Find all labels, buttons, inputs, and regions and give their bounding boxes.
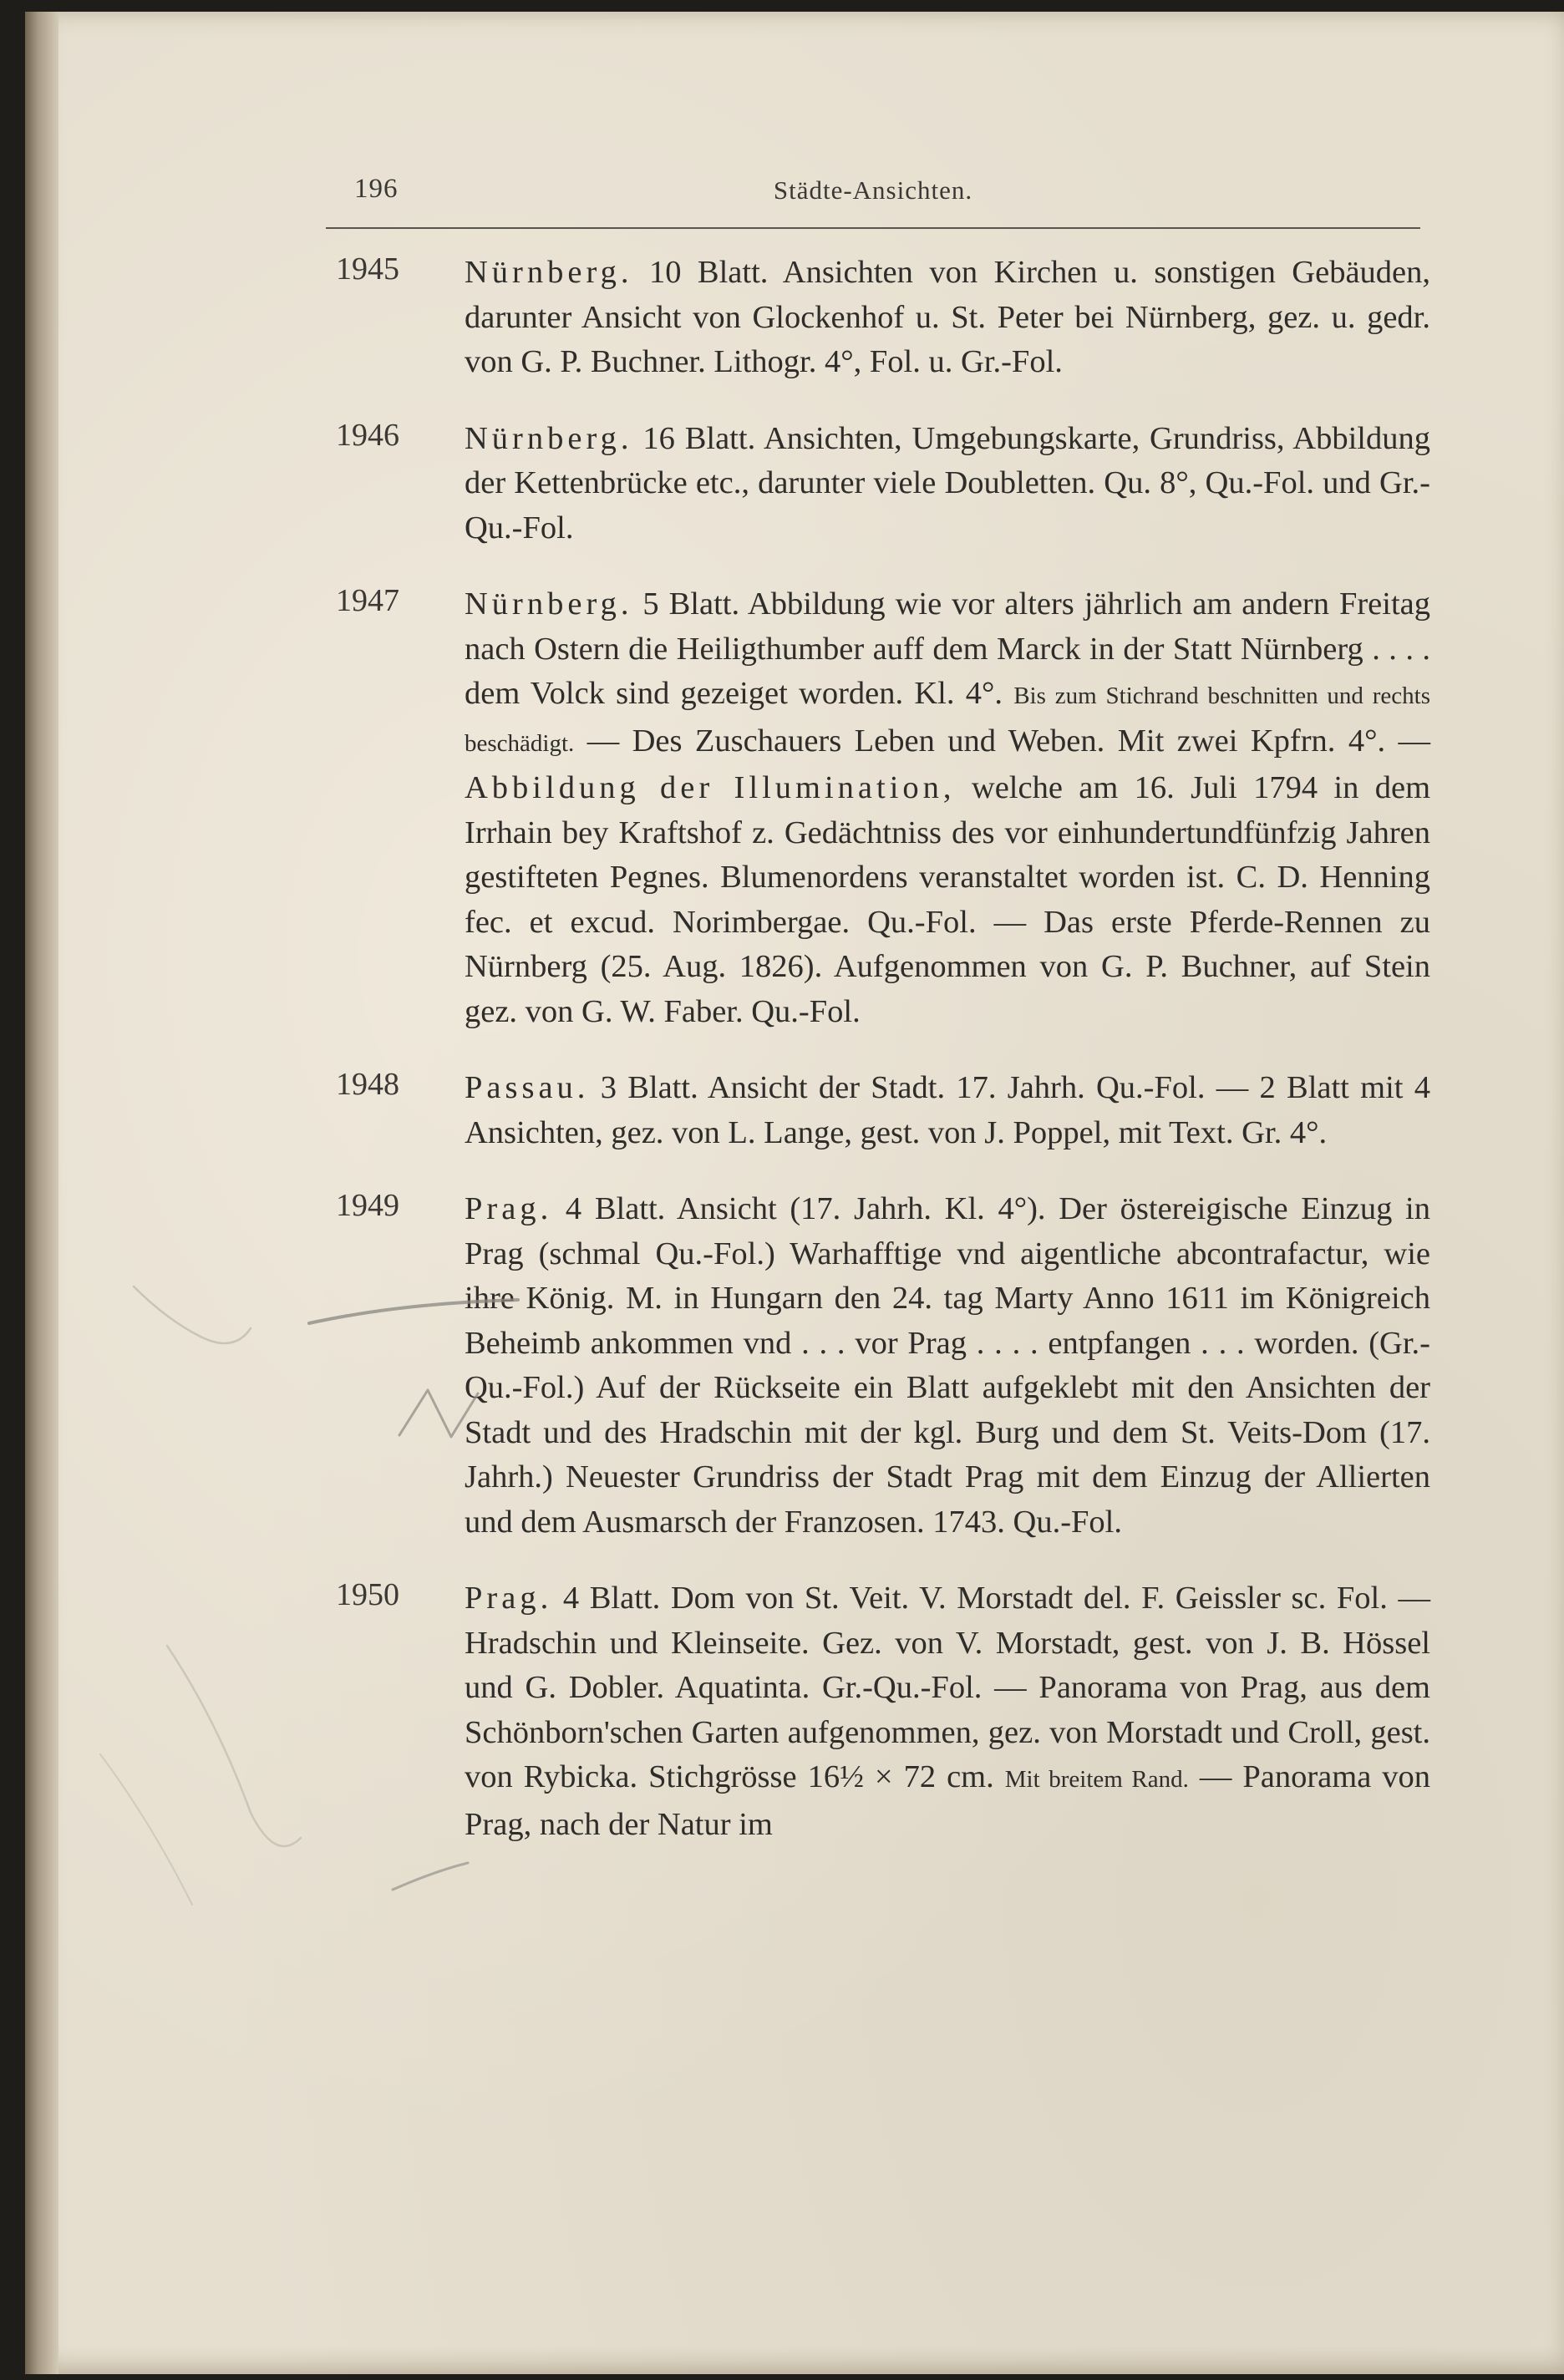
entry-number: 1950 [336,1577,399,1612]
entry-number: 1948 [336,1067,399,1102]
entry-text: 4 Blatt. Ansicht (17. Jahrh. Kl. 4°). Der östereigische Einzug in Prag (schmal Qu.-Fol.) Warhafftige vnd aigentliche abcontrafactur, wie ihre König. M. in Hungarn den 24. tag Marty Anno 1611 im Königreich Beheimb ankommen vnd . . . vor Prag . . . . entpfangen . . . worden. (Gr.-Qu.-Fol.) Auf der Rückseite ein Blatt aufgeklebt mit den Ansichten der Stadt und des Hradschin mit der kgl. Burg und dem St. Veits-Dom (17. Jahrh.) Neuester Grundriss der Stadt Prag mit dem Einzug der Allierten und dem Ausmarsch der Franzosen. 1743. Qu.-Fol. [465,1191,1430,1540]
catalog-entry [336,582,1430,1034]
book-gutter [25,12,58,2374]
entry-text: — Des Zuschauers Leben und Weben. Mit zwei Kpfrn. 4°. — [586,723,1431,759]
entry-number: 1947 [336,583,399,618]
running-title: Städte-Ansichten. [773,175,973,205]
entry-body [465,1066,1430,1155]
entry-title: Passau. [465,1070,590,1105]
entry-number: 1946 [336,417,399,453]
entry-text: — Panorama von Prag, nach der Natur im [465,1759,1431,1842]
page-header [326,174,1420,229]
page-number: 196 [354,174,399,204]
catalog-entry [336,1576,1430,1847]
entry-text: 10 Blatt. Ansichten von Kirchen u. sonstigen Gebäuden, darunter Ansicht von Glockenhof u. St. Peter bei Nürnberg, gez. u. gedr. von G. P. Buchner. Lithogr. 4°, Fol. u. Gr.-Fol. [465,255,1430,379]
catalog-entry [336,1066,1430,1155]
entry-text: 3 Blatt. Ansicht der Stadt. 17. Jahrh. Qu.-Fol. — 2 Blatt mit 4 Ansichten, gez. von L. Lange, gest. von J. Poppel, mit Text. Gr. 4°. [465,1070,1430,1150]
entry-title: Nürnberg. [465,255,633,290]
entry-body [465,1576,1430,1847]
entry-body [465,1187,1430,1545]
entry-body [465,582,1430,1034]
catalog-entry [336,417,1430,551]
catalog-entry [336,1187,1430,1545]
entry-body [465,251,1430,385]
entry-note: Bis zum Stichrand beschnitten und rechts beschädigt. [465,683,1431,757]
entry-number: 1949 [336,1188,399,1223]
entry-text: 16 Blatt. Ansichten, Umgebungskarte, Grundriss, Abbildung der Kettenbrücke etc., darunter viele Doubletten. Qu. 8°, Qu.-Fol. und Gr.-Qu.-Fol. [465,420,1430,546]
entry-text: 5 Blatt. Abbildung wie vor alters jährlich am andern Freitag nach Ostern die Heiligthumber auff dem Marck in der Statt Nürnberg . . . . dem Volck sind gezeiget worden. Kl. 4°. [465,586,1430,711]
entry-text: 4 Blatt. Dom von St. Veit. V. Morstadt del. F. Geissler sc. Fol. — Hradschin und Kleinseite. Gez. von V. Morstadt, gest. von J. B. Hössel und G. Dobler. Aquatinta. Gr.-Qu.-Fol. — Panorama von Prag, aus dem Schönborn'schen Garten aufgenommen, gez. von Morstadt und Croll, gest. von Rybicka. Stichgrösse 16½ × 72 cm. [465,1581,1431,1794]
entry-title: Prag. [465,1191,553,1226]
entry-note: Mit breitem Rand. [1004,1766,1189,1793]
entry-text: welche am 16. Juli 1794 in dem Irrhain bey Kraftshof z. Gedächtniss des vor einhundertundfünfzig Jahren gestifteten Pegnes. Blumenordens veranstaltet worden ist. C. D. Henning fec. et excud. Norimbergae. Qu.-Fol. — Das erste Pferde-Rennen zu Nürnberg (25. Aug. 1826). Aufgenommen von G. P. Buchner, auf Stein gez. von G. W. Faber. Qu.-Fol. [465,770,1431,1029]
entry-number: 1945 [336,251,399,287]
entry-subtitle: Abbildung der Illumination, [465,770,956,805]
catalog-entry [336,251,1430,385]
entry-title: Nürnberg. [465,586,633,622]
catalog-entries [336,251,1430,1879]
entry-body [465,417,1430,551]
entry-title: Nürnberg. [465,420,633,456]
entry-title: Prag. [465,1581,553,1616]
